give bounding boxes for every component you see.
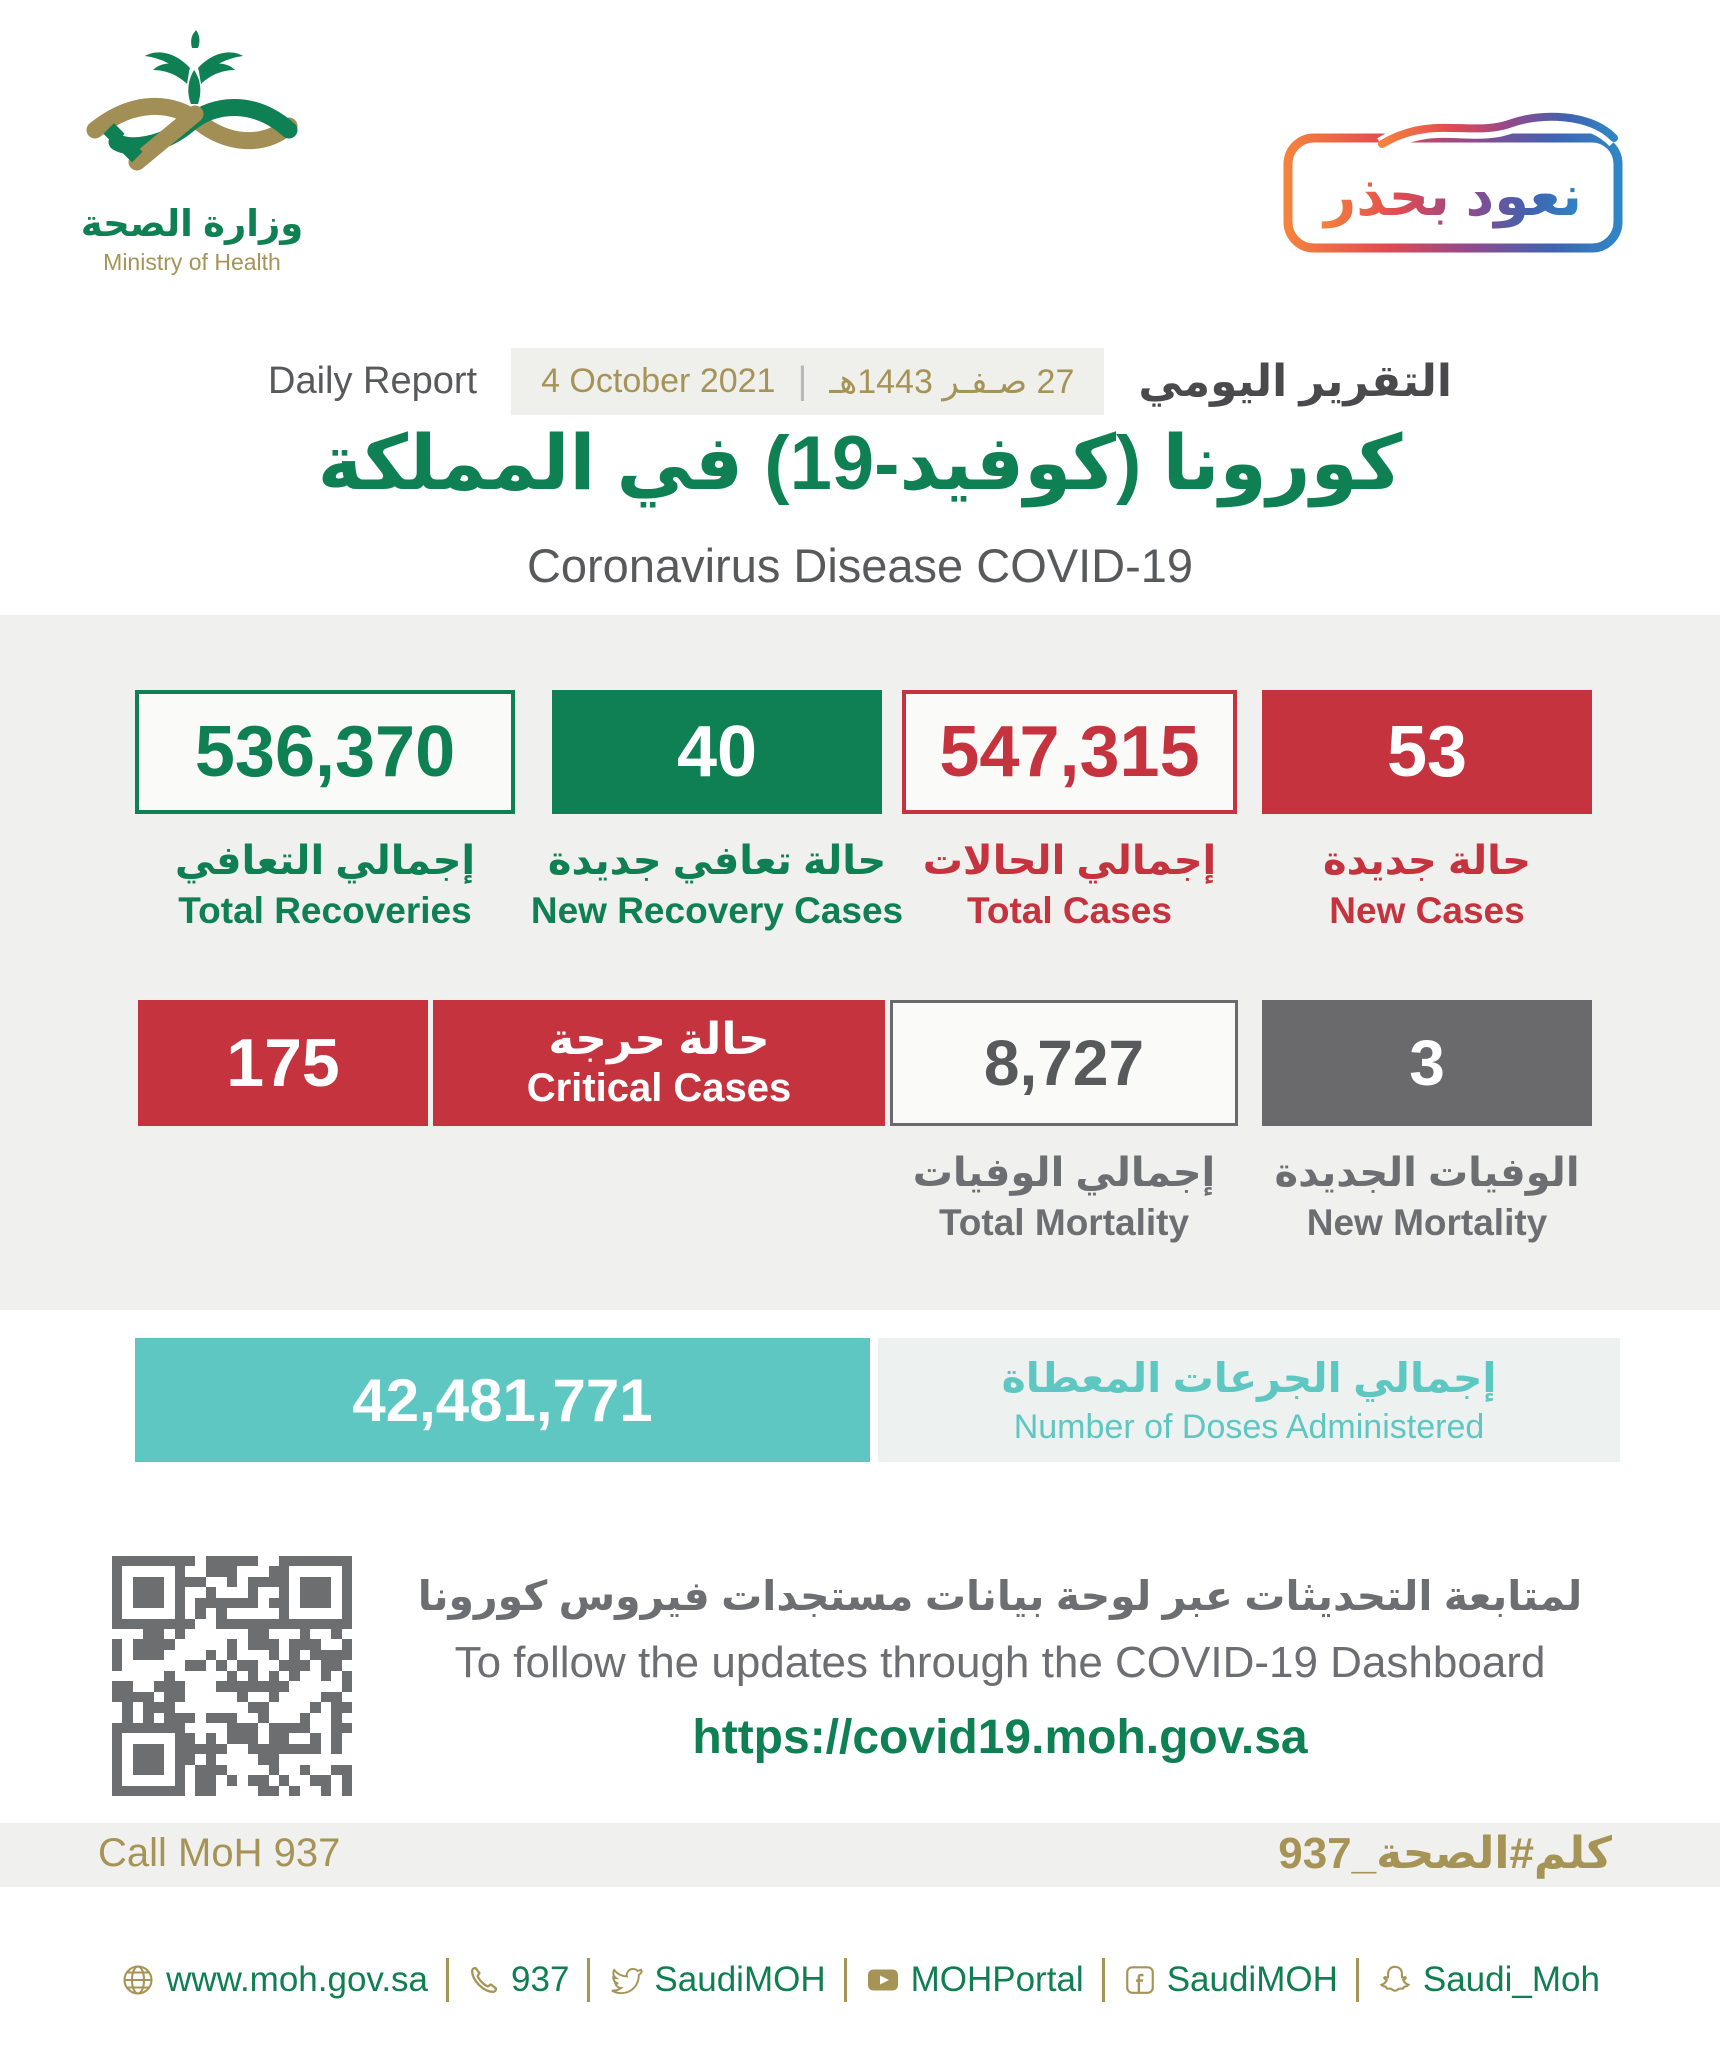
phone-icon bbox=[467, 1963, 501, 1997]
date-gregorian: 4 October 2021 bbox=[541, 362, 776, 400]
call-moh-hashtag-ar: كلم#الصحة_937 bbox=[1278, 1829, 1612, 1878]
total-recoveries-label-ar: إجمالي التعافي bbox=[174, 839, 476, 883]
footer-link-website[interactable] bbox=[120, 1960, 428, 2000]
critical-cases-value: 175 bbox=[226, 1025, 340, 1101]
total-mortality-label bbox=[890, 1150, 1238, 1245]
dashboard-qr-code bbox=[112, 1556, 352, 1796]
footer-link-snapchat-label: Saudi_Moh bbox=[1422, 1960, 1600, 1999]
new-recovery-cases-label bbox=[512, 838, 922, 933]
youtube-icon bbox=[865, 1962, 901, 1998]
total-recoveries-value: 536,370 bbox=[194, 712, 456, 792]
critical-cases-value-box bbox=[138, 1000, 428, 1126]
total-cases-label bbox=[902, 838, 1237, 933]
footer-links bbox=[0, 1958, 1720, 2002]
new-mortality-value: 3 bbox=[1409, 1027, 1445, 1099]
report-date-box bbox=[511, 348, 1104, 415]
badge-text: نعود بحذر bbox=[1323, 164, 1583, 227]
total-mortality-label-en: Total Mortality bbox=[938, 1202, 1190, 1244]
footer-link-youtube-label: MOHPortal bbox=[910, 1960, 1084, 1999]
new-cases-box bbox=[1262, 690, 1592, 814]
new-cases-label-ar: حالة جديدة bbox=[1323, 839, 1531, 883]
footer-link-facebook-label: SaudiMOH bbox=[1166, 1960, 1338, 1999]
doses-label-en: Number of Doses Administered bbox=[1013, 1407, 1485, 1446]
critical-cases-label-ar: حالة حرجة bbox=[548, 1014, 770, 1064]
snapchat-icon bbox=[1377, 1962, 1413, 1998]
globe-icon bbox=[120, 1962, 156, 1998]
new-mortality-label-en: New Mortality bbox=[1306, 1202, 1548, 1244]
footer-link-snapchat[interactable] bbox=[1377, 1960, 1600, 2000]
call-moh-label-en: Call MoH 937 bbox=[98, 1831, 341, 1875]
total-cases-label-ar: إجمالي الحالات bbox=[922, 839, 1217, 883]
new-cases-value: 53 bbox=[1386, 712, 1468, 792]
daily-report-label-en: Daily Report bbox=[268, 360, 478, 402]
footer-link-phone[interactable] bbox=[467, 1960, 569, 2000]
return-with-caution-badge bbox=[1272, 100, 1632, 260]
total-mortality-value: 8,727 bbox=[983, 1027, 1145, 1099]
total-recoveries-label bbox=[135, 838, 515, 933]
total-cases-value: 547,315 bbox=[939, 712, 1200, 792]
footer-separator bbox=[587, 1958, 590, 2002]
footer-link-twitter[interactable] bbox=[608, 1960, 825, 2000]
total-recoveries-label-en: Total Recoveries bbox=[178, 890, 472, 932]
moh-palm-logo-icon bbox=[77, 30, 307, 200]
doses-label-box bbox=[878, 1338, 1620, 1462]
new-mortality-box bbox=[1262, 1000, 1592, 1126]
new-cases-label-en: New Cases bbox=[1329, 890, 1525, 932]
footer-link-facebook[interactable] bbox=[1123, 1960, 1338, 2000]
total-mortality-box bbox=[890, 1000, 1238, 1126]
dashboard-note-ar: لمتابعة التحديثات عبر لوحة بيانات مستجدات فيروس كورونا bbox=[417, 1573, 1583, 1619]
footer-link-phone-label: 937 bbox=[511, 1960, 570, 1999]
facebook-icon bbox=[1123, 1963, 1157, 1997]
dashboard-note bbox=[380, 1572, 1620, 1765]
dashboard-note-en: To follow the updates through the COVID-19 Dashboard bbox=[454, 1638, 1546, 1687]
new-recovery-cases-value: 40 bbox=[676, 712, 758, 792]
date-separator: | bbox=[797, 360, 808, 402]
footer-link-youtube[interactable] bbox=[865, 1960, 1084, 2000]
total-recoveries-box bbox=[135, 690, 515, 814]
page-title-arabic: كورونا (كوفيد-19) في المملكة bbox=[317, 421, 1403, 506]
page-title-english: Coronavirus Disease COVID-19 bbox=[526, 539, 1194, 592]
total-cases-box bbox=[902, 690, 1237, 814]
twitter-icon bbox=[608, 1962, 644, 1998]
new-recovery-cases-label-en: New Recovery Cases bbox=[530, 890, 904, 932]
doses-label-ar: إجمالي الجرعات المعطاة bbox=[1001, 1354, 1497, 1401]
new-recovery-cases-label-ar: حالة تعافي جديدة bbox=[547, 839, 887, 883]
moh-name-arabic: وزارة الصحة bbox=[80, 203, 304, 244]
footer-link-website-label: www.moh.gov.sa bbox=[166, 1960, 429, 1999]
critical-cases-label-box bbox=[433, 1000, 885, 1126]
doses-value: 42,481,771 bbox=[352, 1366, 653, 1434]
date-hijri: 27 صـفـر 1443هـ bbox=[829, 362, 1075, 401]
footer-separator bbox=[1356, 1958, 1359, 2002]
total-mortality-label-ar: إجمالي الوفيات bbox=[912, 1151, 1216, 1195]
footer-separator bbox=[844, 1958, 847, 2002]
daily-report-label-ar: التقرير اليومي bbox=[1138, 357, 1452, 406]
dashboard-url-link[interactable]: https://covid19.moh.gov.sa bbox=[692, 1711, 1308, 1764]
footer-separator bbox=[1102, 1958, 1105, 2002]
date-row bbox=[0, 348, 1720, 415]
doses-value-box bbox=[135, 1338, 870, 1462]
new-recovery-cases-box bbox=[552, 690, 882, 814]
critical-cases-label-en: Critical Cases bbox=[526, 1066, 792, 1111]
total-cases-label-en: Total Cases bbox=[967, 890, 1172, 932]
moh-name-english: Ministry of Health bbox=[103, 249, 281, 275]
new-mortality-label-ar: الوفيات الجديدة bbox=[1274, 1151, 1580, 1195]
footer-link-twitter-label: SaudiMOH bbox=[654, 1960, 826, 1999]
moh-logo bbox=[62, 30, 322, 276]
new-mortality-label bbox=[1262, 1150, 1592, 1245]
new-cases-label bbox=[1262, 838, 1592, 933]
footer-separator bbox=[446, 1958, 449, 2002]
